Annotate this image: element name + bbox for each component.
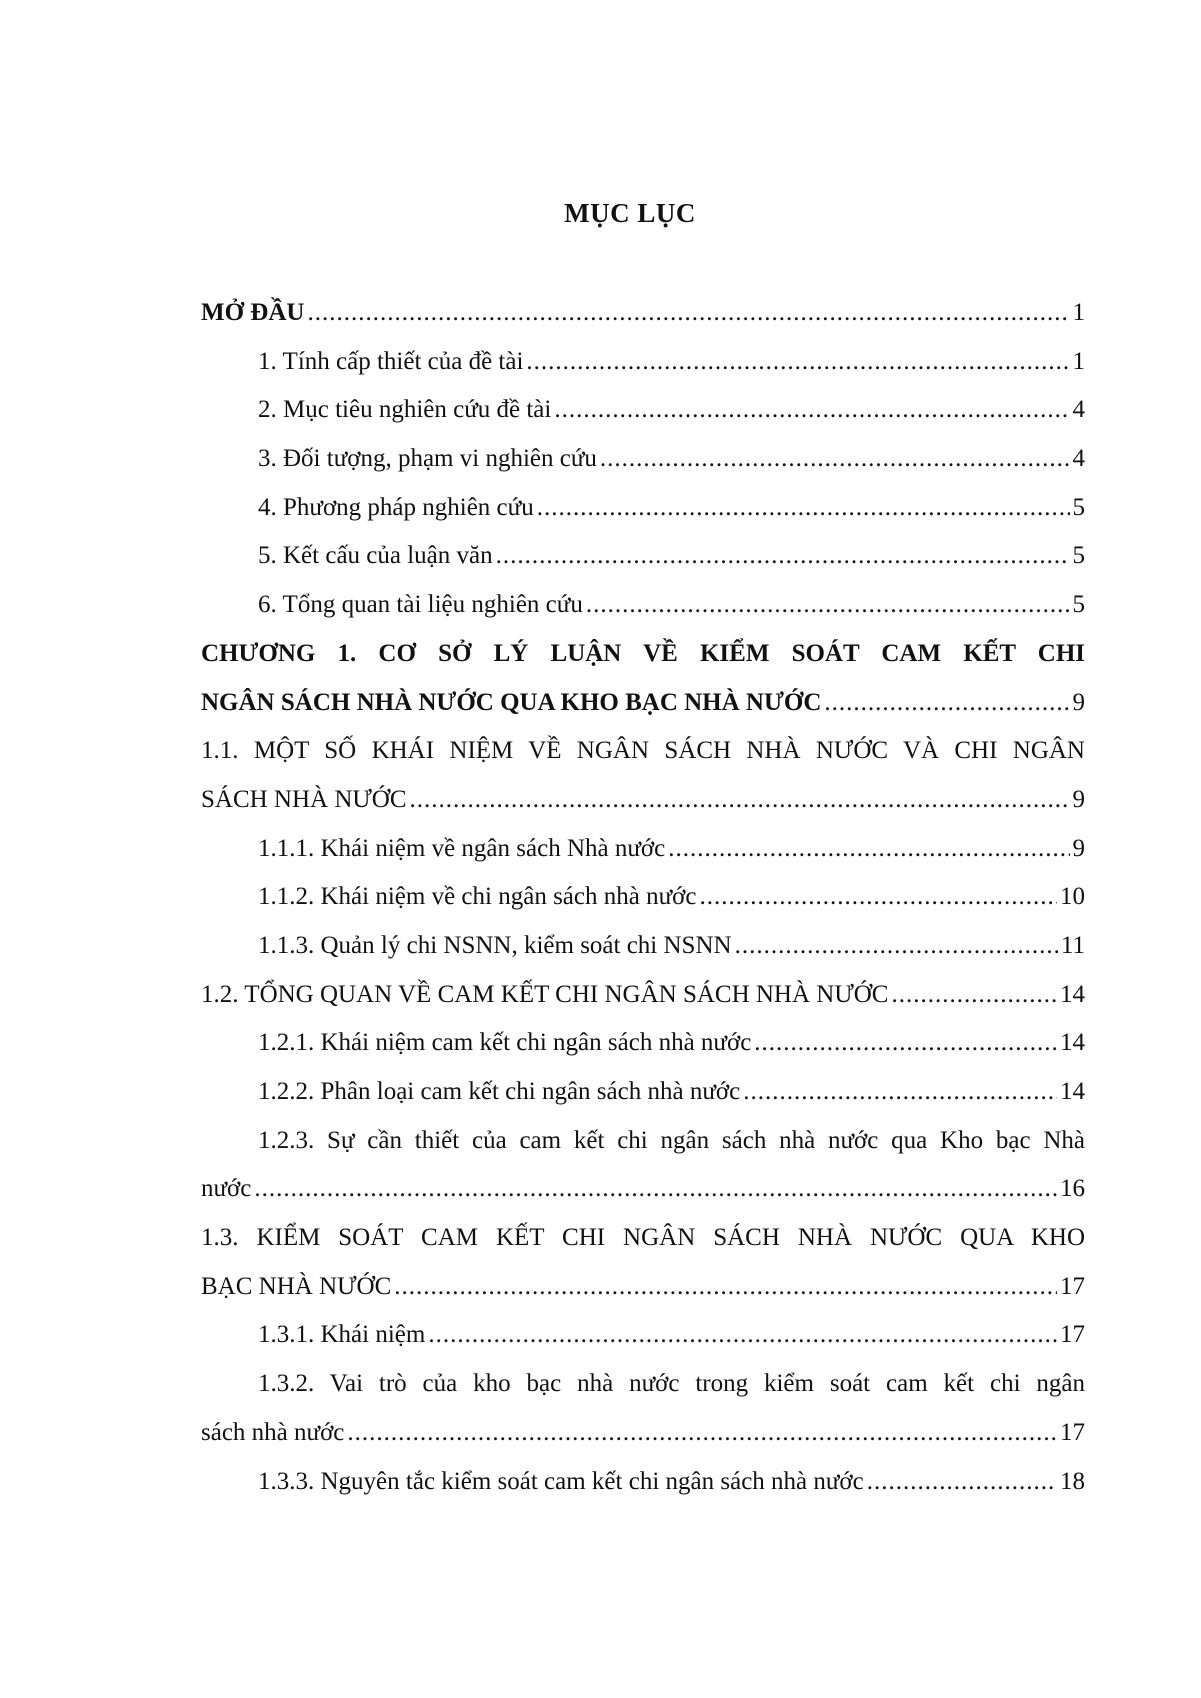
dot-leader — [554, 386, 1069, 435]
toc-entry-1-2[interactable] — [201, 971, 1085, 1020]
toc-entry-1-3-line2[interactable] — [201, 1263, 1085, 1312]
dot-leader — [537, 484, 1070, 533]
dot-leader — [824, 679, 1069, 728]
dot-leader — [347, 1409, 1057, 1458]
dot-leader — [307, 289, 1069, 338]
toc-entry-1-3-2-line1[interactable] — [201, 1360, 1085, 1409]
toc-page-number: 14 — [1060, 1029, 1085, 1057]
dot-leader — [754, 1019, 1057, 1068]
toc-entry-mo-dau[interactable] — [201, 289, 1085, 338]
toc-page-number: 18 — [1060, 1467, 1085, 1495]
toc-entry-1-3-1[interactable] — [201, 1311, 1085, 1360]
toc-entry-1-2-1[interactable] — [201, 1019, 1085, 1068]
toc-entry-1-1-3[interactable] — [201, 922, 1085, 971]
toc-entry-1-3-2-line2[interactable] — [201, 1409, 1085, 1458]
toc-page-number: 17 — [1060, 1272, 1085, 1300]
dot-leader — [891, 971, 1057, 1020]
toc-entry-text: 6. Tổng quan tài liệu nghiên cứu — [258, 591, 583, 619]
toc-page-number: 16 — [1060, 1175, 1085, 1203]
dot-leader — [699, 873, 1057, 922]
toc-entry-1-1-line2[interactable] — [201, 776, 1085, 825]
toc-entry-text: 5. Kết cấu của luận văn — [258, 542, 493, 570]
toc-entry-2[interactable] — [201, 386, 1085, 435]
toc-entry-text: 1.3. KIỂM SOÁT CAM KẾT CHI NGÂN SÁCH NHÀ NƯỚC QUA KHO — [201, 1224, 1085, 1252]
toc-page-number: 9 — [1072, 785, 1085, 813]
dot-leader — [743, 1068, 1057, 1117]
toc-entry-1-1-line1[interactable] — [201, 727, 1085, 776]
dot-leader — [394, 1263, 1057, 1312]
toc-entry-text: sách nhà nước — [201, 1418, 345, 1446]
toc-page-number: 9 — [1072, 834, 1085, 862]
toc-entry-text: BẠC NHÀ NƯỚC — [201, 1272, 392, 1300]
toc-entry-1-2-3-line1[interactable] — [201, 1117, 1085, 1166]
toc-entry-text: 1.1.2. Khái niệm về chi ngân sách nhà nước — [258, 883, 697, 911]
toc-page-number: 14 — [1060, 980, 1085, 1008]
toc-entry-text: 1.2.3. Sự cần thiết của cam kết chi ngân sách nhà nước qua Kho bạc Nhà — [258, 1126, 1085, 1154]
toc-page-number: 11 — [1060, 931, 1085, 959]
toc-page-number: 10 — [1060, 883, 1085, 911]
toc-page-number: 5 — [1072, 591, 1085, 619]
dot-leader — [867, 1458, 1057, 1507]
toc-entry-1[interactable] — [201, 338, 1085, 387]
toc-entry-text: nước — [201, 1175, 252, 1203]
dot-leader — [586, 581, 1070, 630]
toc-page-number: 5 — [1072, 542, 1085, 570]
toc-page-number: 1 — [1072, 347, 1085, 375]
toc-page-number: 9 — [1072, 688, 1085, 716]
dot-leader — [410, 776, 1070, 825]
toc-page-number: 1 — [1072, 299, 1085, 326]
toc-entry-text: 1.2. TỔNG QUAN VỀ CAM KẾT CHI NGÂN SÁCH NHÀ NƯỚC — [201, 980, 889, 1008]
toc-entry-1-2-3-line2[interactable] — [201, 1165, 1085, 1214]
toc-entry-text: SÁCH NHÀ NƯỚC — [201, 785, 407, 813]
toc-entry-text: 3. Đối tượng, phạm vi nghiên cứu — [258, 445, 597, 473]
toc-entry-1-3-3[interactable] — [201, 1458, 1085, 1507]
dot-leader — [428, 1311, 1057, 1360]
toc-entry-text: 4. Phương pháp nghiên cứu — [258, 493, 534, 521]
toc-entry-chuong-1-line2[interactable] — [201, 679, 1085, 728]
toc-entry-text: 1.1.1. Khái niệm về ngân sách Nhà nước — [258, 834, 666, 862]
toc-entry-text: 1.3.3. Nguyên tắc kiểm soát cam kết chi ngân sách nhà nước — [258, 1467, 864, 1495]
table-of-contents — [201, 289, 1085, 1506]
toc-page-number: 17 — [1060, 1418, 1085, 1446]
dot-leader — [526, 338, 1069, 387]
toc-entry-3[interactable] — [201, 435, 1085, 484]
toc-entry-text: 2. Mục tiêu nghiên cứu đề tài — [258, 396, 552, 424]
toc-page-number: 17 — [1060, 1321, 1085, 1349]
toc-entry-5[interactable] — [201, 532, 1085, 581]
toc-entry-text: NGÂN SÁCH NHÀ NƯỚC QUA KHO BẠC NHÀ NƯỚC — [201, 688, 822, 716]
toc-title: MỤC LỤC — [564, 198, 696, 228]
toc-page-number: 4 — [1072, 396, 1085, 424]
dot-leader — [496, 532, 1070, 581]
toc-entry-4[interactable] — [201, 484, 1085, 533]
toc-entry-text: 1.1.3. Quản lý chi NSNN, kiểm soát chi NSNN — [258, 931, 732, 959]
dot-leader — [600, 435, 1070, 484]
toc-entry-text: MỞ ĐẦU — [201, 299, 305, 326]
toc-entry-text: 1.2.1. Khái niệm cam kết chi ngân sách nhà nước — [258, 1029, 752, 1057]
dot-leader — [668, 825, 1069, 874]
toc-entry-text: 1.3.2. Vai trò của kho bạc nhà nước trong kiểm soát cam kết chi ngân — [258, 1370, 1085, 1398]
toc-entry-text: CHƯƠNG 1. CƠ SỞ LÝ LUẬN VỀ KIỂM SOÁT CAM KẾT CHI — [201, 639, 1085, 667]
toc-entry-1-1-2[interactable] — [201, 873, 1085, 922]
toc-entry-6[interactable] — [201, 581, 1085, 630]
toc-entry-text: 1.2.2. Phân loại cam kết chi ngân sách nhà nước — [258, 1078, 741, 1105]
toc-entry-1-2-2[interactable] — [201, 1068, 1085, 1117]
toc-page-number: 5 — [1072, 493, 1085, 521]
toc-entry-text: 1.3.1. Khái niệm — [258, 1321, 426, 1349]
toc-entry-chuong-1-line1[interactable] — [201, 630, 1085, 679]
toc-entry-1-3-line1[interactable] — [201, 1214, 1085, 1263]
toc-entry-1-1-1[interactable] — [201, 825, 1085, 874]
toc-page-number: 4 — [1072, 445, 1085, 473]
toc-entry-text: 1. Tính cấp thiết của đề tài — [258, 347, 524, 375]
toc-entry-text: 1.1. MỘT SỐ KHÁI NIỆM VỀ NGÂN SÁCH NHÀ NƯỚC VÀ CHI NGÂN — [201, 737, 1085, 765]
dot-leader — [735, 922, 1058, 971]
toc-page-number: 14 — [1060, 1078, 1085, 1105]
dot-leader — [254, 1165, 1057, 1214]
